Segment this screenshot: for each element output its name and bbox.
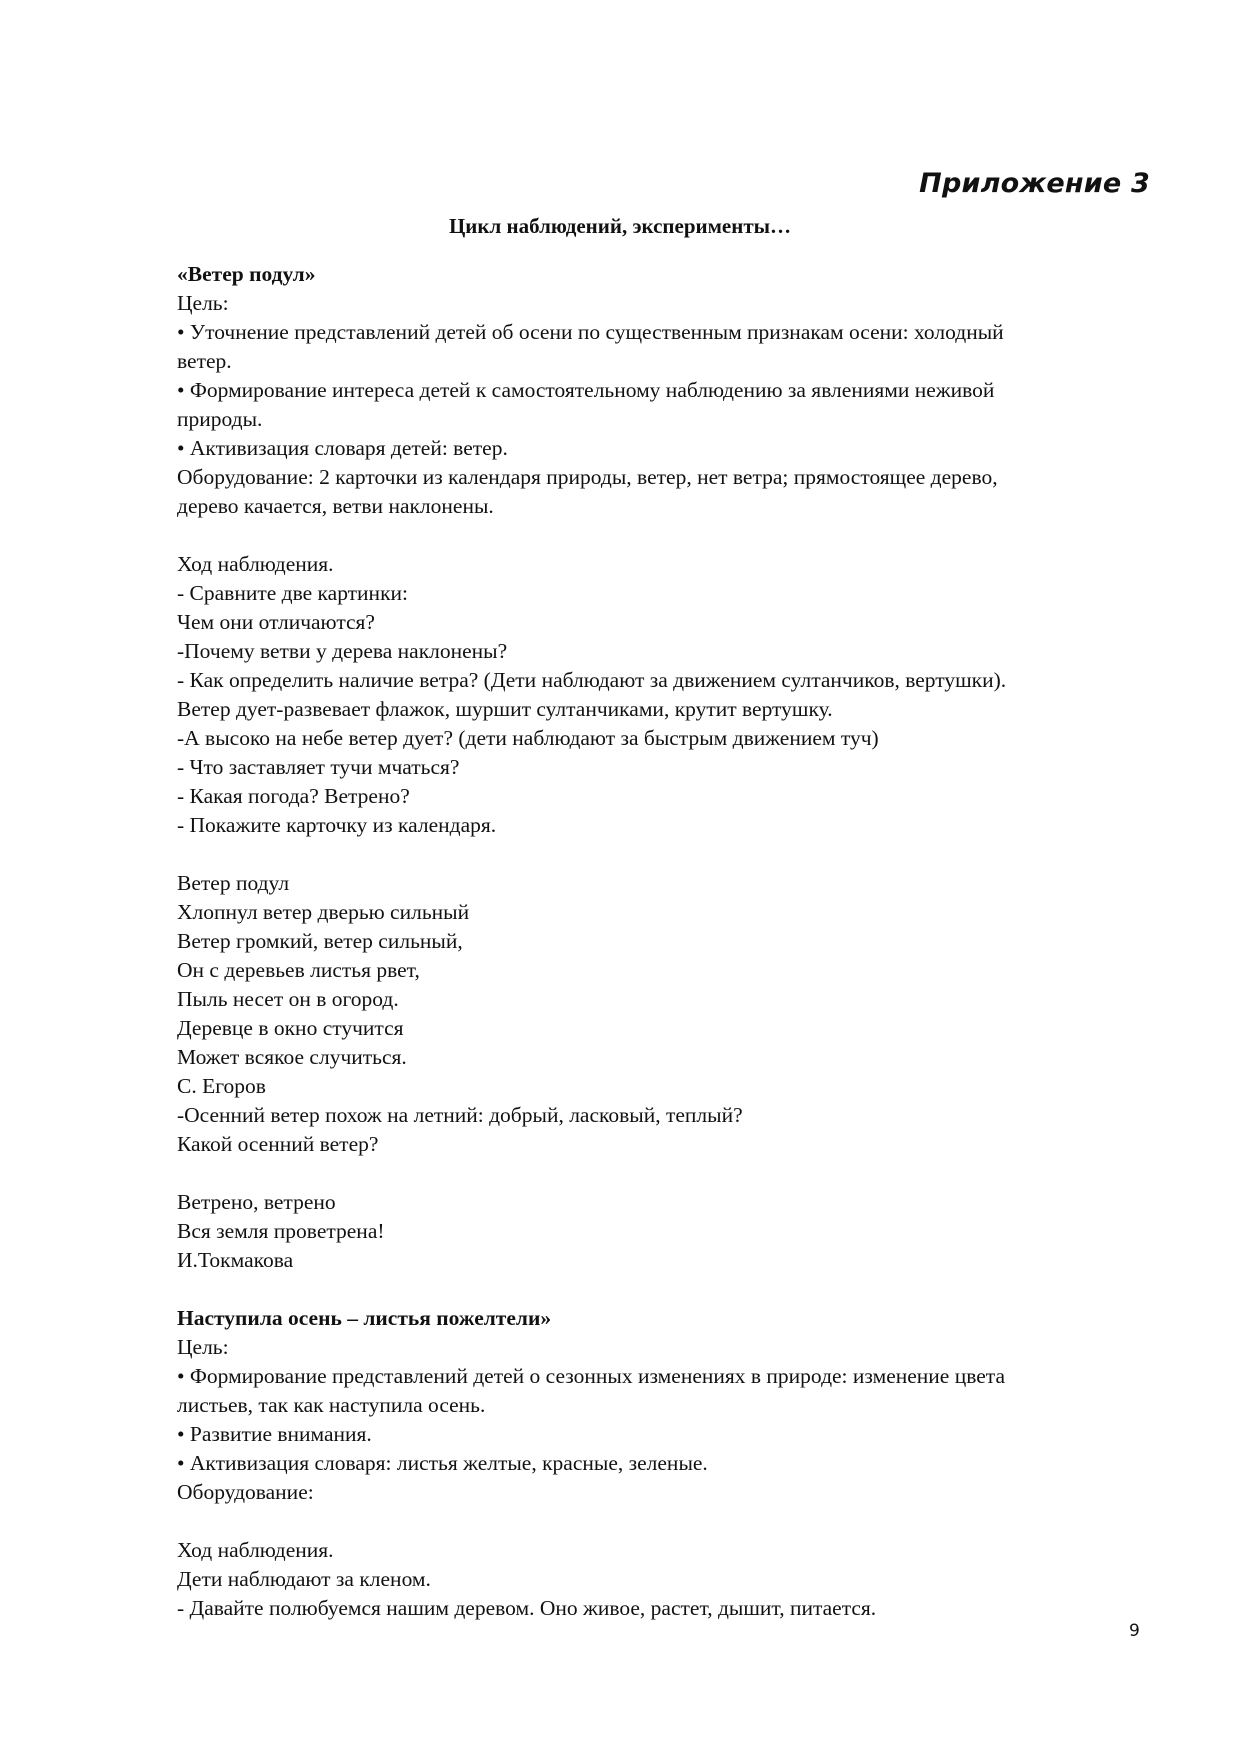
document-heading: Цикл наблюдений, эксперименты… <box>448 214 792 238</box>
poem-line: Ветрено, ветрено <box>177 1190 336 1214</box>
poem-line: Вся земля проветрена! <box>177 1219 385 1243</box>
document-body <box>177 260 1167 1623</box>
goal-line: листьев, так как наступила осень. <box>177 1393 486 1417</box>
section-title-wind: «Ветер подул» <box>177 262 316 286</box>
course-line: Ход наблюдения. <box>177 1538 334 1562</box>
spacer <box>177 1275 1167 1304</box>
goal-line: • Уточнение представлений детей об осени по существенным признакам осени: холодный <box>177 320 1004 344</box>
course-line: Чем они отличаются? <box>177 610 375 634</box>
poem-line: Деревце в окно стучится <box>177 1016 404 1040</box>
spacer <box>177 1159 1167 1188</box>
course-line: - Давайте полюбуемся нашим деревом. Оно живое, растет, дышит, питается. <box>177 1596 877 1620</box>
goal-line: • Активизация словаря: листья желтые, красные, зеленые. <box>177 1451 708 1475</box>
poem-line: Ветер громкий, ветер сильный, <box>177 929 463 953</box>
equipment-line: Оборудование: 2 карточки из календаря природы, ветер, нет ветра; прямостоящее дерево, <box>177 465 998 489</box>
goal-line: • Активизация словаря детей: ветер. <box>177 436 508 460</box>
course-line: -Почему ветви у дерева наклонены? <box>177 639 508 663</box>
equipment-line: дерево качается, ветви наклонены. <box>177 494 494 518</box>
goal-line: природы. <box>177 407 263 431</box>
course-line: Ход наблюдения. <box>177 552 334 576</box>
equipment-label: Оборудование: <box>177 1480 314 1504</box>
section-title-autumn: Наступила осень – листья пожелтели» <box>177 1306 552 1330</box>
spacer <box>177 840 1167 869</box>
spacer <box>177 521 1167 550</box>
course-line: - Как определить наличие ветра? (Дети наблюдают за движением султанчиков, вертушки). <box>177 668 1007 692</box>
course-line: - Сравните две картинки: <box>177 581 408 605</box>
course-line: - Какая погода? Ветрено? <box>177 784 410 808</box>
poem-line: -Осенний ветер похож на летний: добрый, ласковый, теплый? <box>177 1103 743 1127</box>
poem-line: Какой осенний ветер? <box>177 1132 379 1156</box>
poem-line: Хлопнул ветер дверью сильный <box>177 900 470 924</box>
poem-line: Он с деревьев листья рвет, <box>177 958 420 982</box>
page-number: 9 <box>1129 1621 1140 1641</box>
poem-author: С. Егоров <box>177 1074 266 1098</box>
poem-author: И.Токмакова <box>177 1248 294 1272</box>
course-line: - Что заставляет тучи мчаться? <box>177 755 460 779</box>
course-line: Дети наблюдают за кленом. <box>177 1567 431 1591</box>
goal-line: • Формирование представлений детей о сезонных изменениях в природе: изменение цвета <box>177 1364 1005 1388</box>
goal-label: Цель: <box>177 291 229 315</box>
course-line: Ветер дует-развевает флажок, шуршит султанчиками, крутит вертушку. <box>177 697 833 721</box>
poem-line: Может всякое случиться. <box>177 1045 407 1069</box>
goal-line: • Формирование интереса детей к самостоятельному наблюдению за явлениями неживой <box>177 378 995 402</box>
goal-label: Цель: <box>177 1335 229 1359</box>
course-line: - Покажите карточку из календаря. <box>177 813 497 837</box>
poem-line: Пыль несет он в огород. <box>177 987 399 1011</box>
spacer <box>177 1507 1167 1536</box>
course-line: -А высоко на небе ветер дует? (дети наблюдают за быстрым движением туч) <box>177 726 879 750</box>
goal-line: • Развитие внимания. <box>177 1422 372 1446</box>
poem-line: Ветер подул <box>177 871 290 895</box>
goal-line: ветер. <box>177 349 232 373</box>
appendix-title: Приложение 3 <box>919 168 1150 199</box>
